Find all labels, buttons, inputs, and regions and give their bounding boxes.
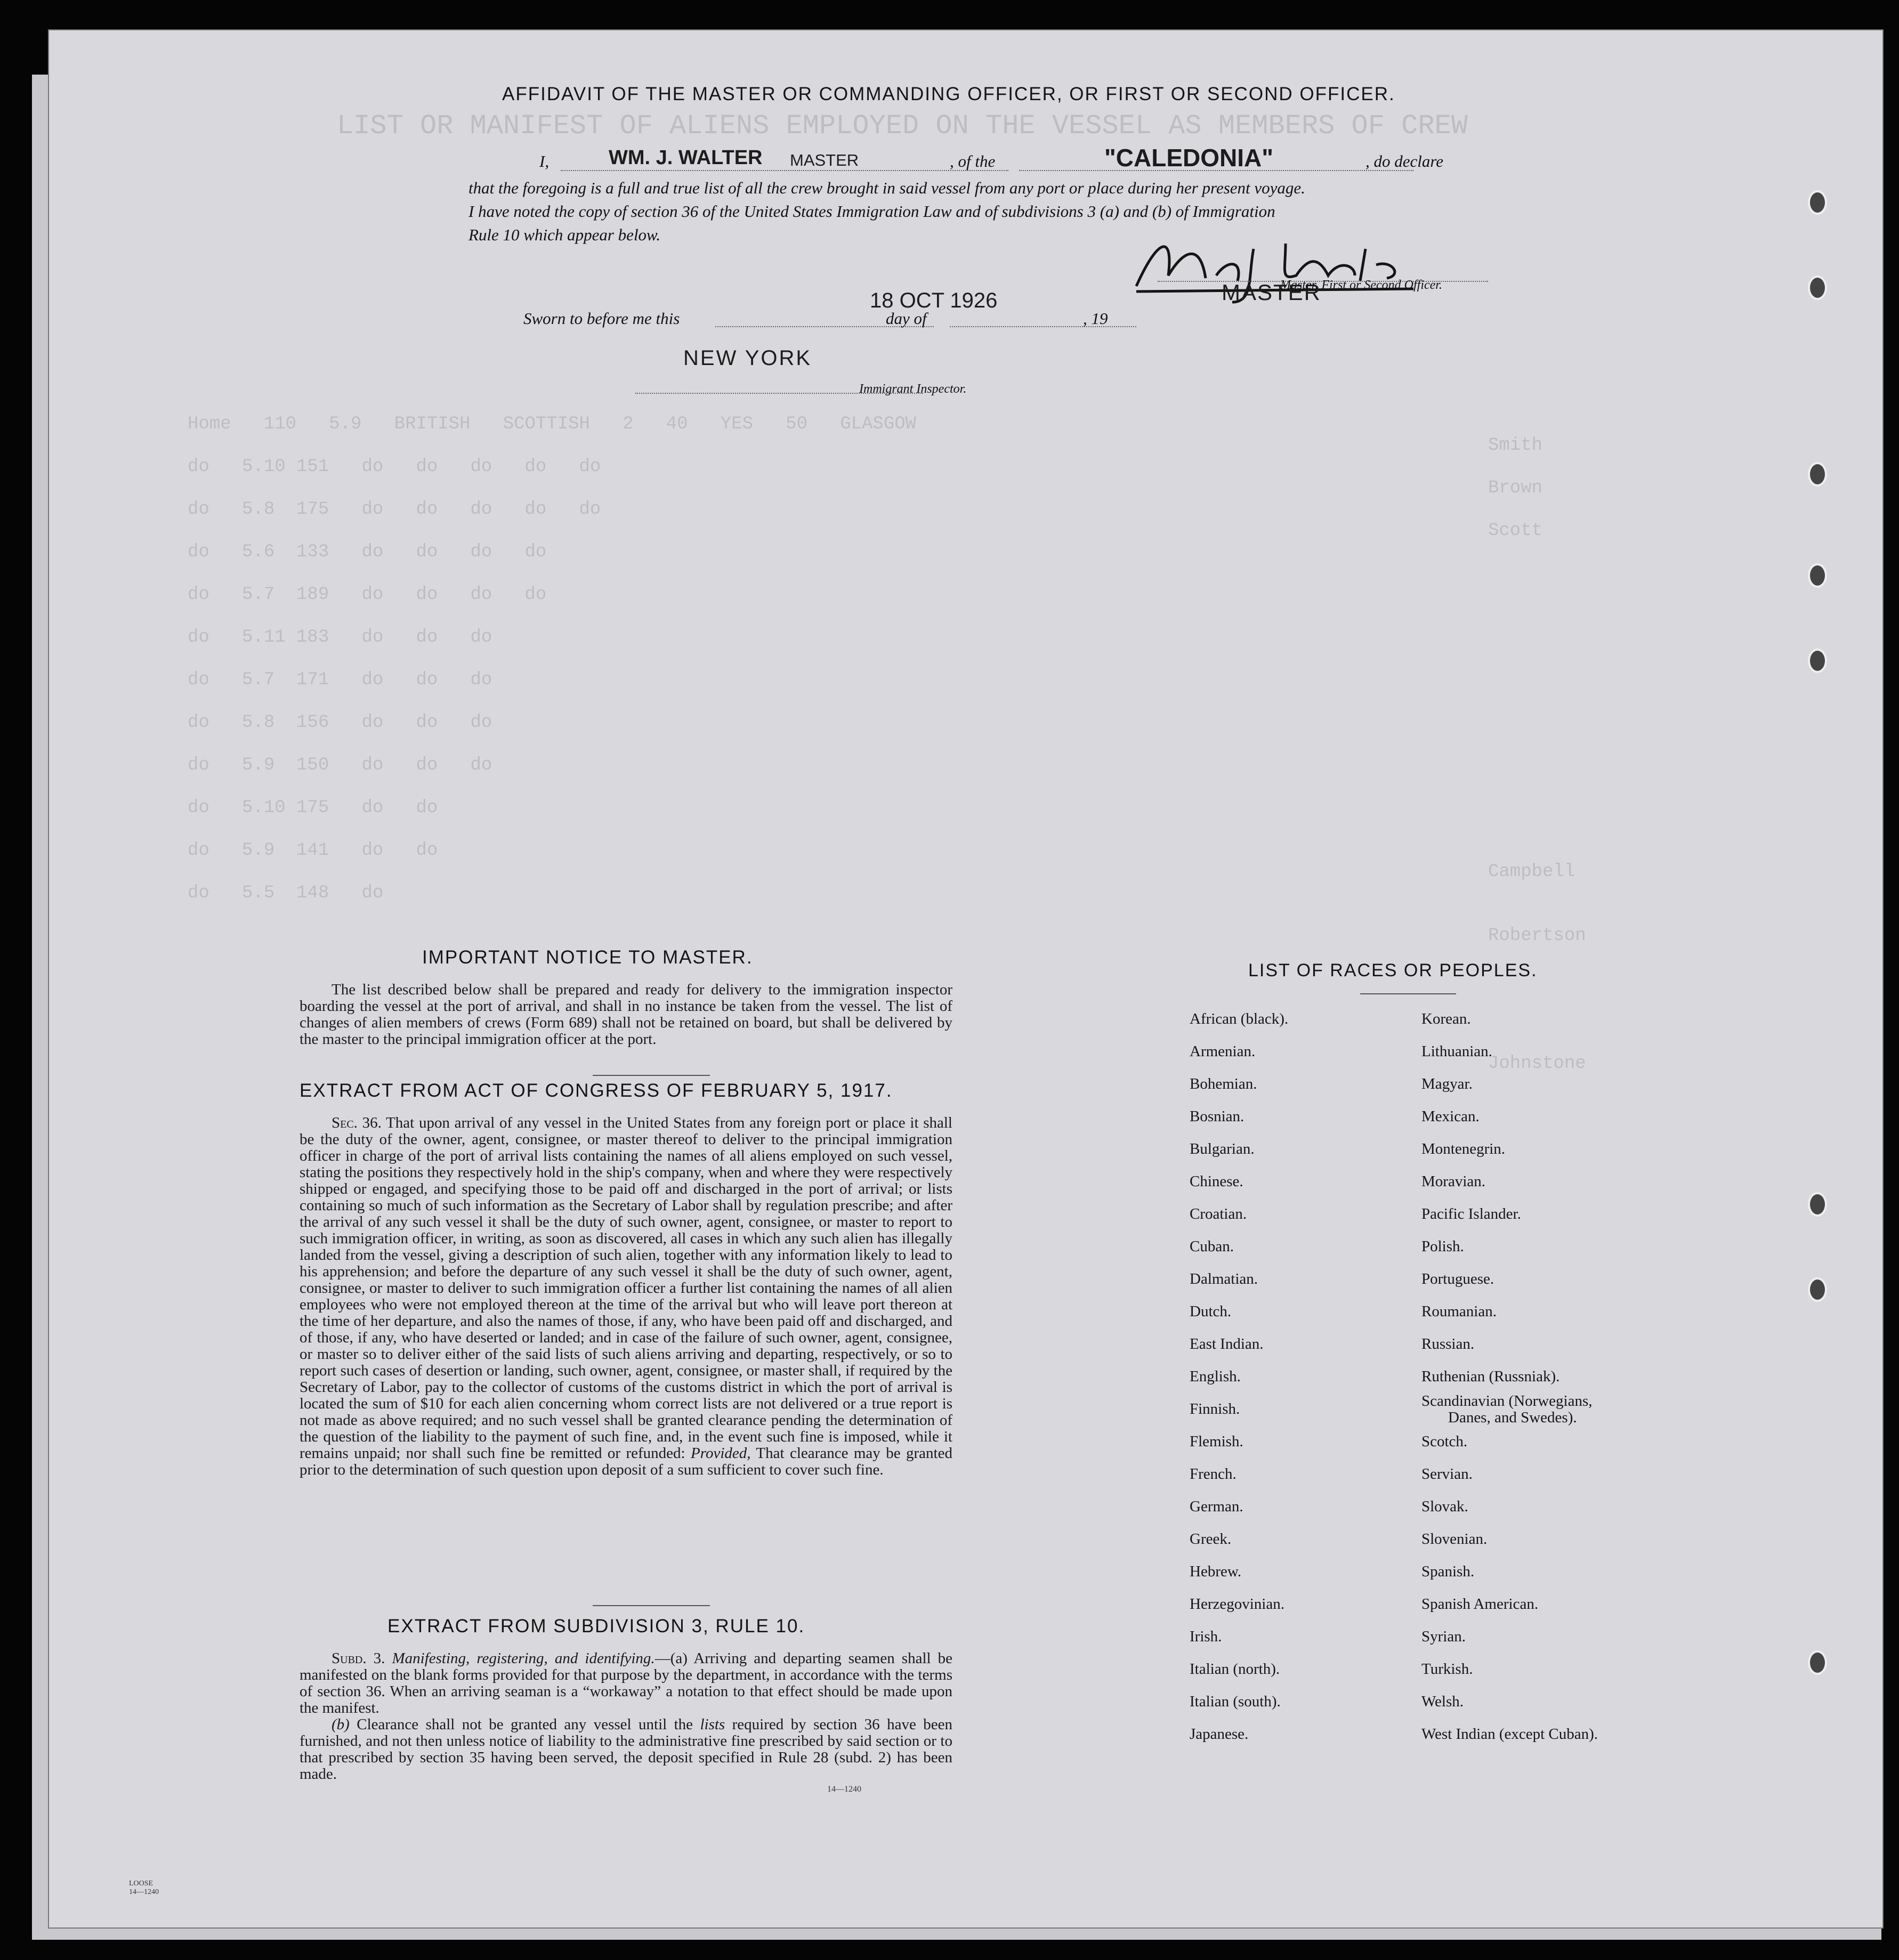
- race-item: Russian.: [1421, 1335, 1475, 1352]
- race-item: Armenian.: [1190, 1043, 1256, 1060]
- sworn-text: Sworn to before me this: [523, 309, 680, 328]
- race-item: French.: [1190, 1465, 1237, 1483]
- race-item: Lithuanian.: [1421, 1043, 1492, 1060]
- binder-hole: [1808, 462, 1827, 487]
- day-of-text: day of: [886, 309, 927, 328]
- race-item: Greek.: [1190, 1530, 1232, 1548]
- race-item: Dutch.: [1190, 1303, 1232, 1320]
- race-item: Hebrew.: [1190, 1563, 1242, 1580]
- notice-title: IMPORTANT NOTICE TO MASTER.: [422, 947, 753, 968]
- binder-hole: [1808, 563, 1827, 588]
- binder-hole: [1808, 190, 1827, 215]
- binder-hole: [1808, 1192, 1827, 1217]
- race-item: Cuban.: [1190, 1238, 1234, 1255]
- do-declare-text: , do declare: [1365, 152, 1444, 171]
- race-item: Bohemian.: [1190, 1075, 1257, 1092]
- corner-code: LOOSE 14—1240: [129, 1880, 159, 1896]
- races-right-column: [1421, 1003, 1598, 1751]
- race-item: Spanish American.: [1421, 1595, 1539, 1613]
- race-item: Dalmatian.: [1190, 1270, 1258, 1287]
- form-number: 14—1240: [827, 1785, 861, 1794]
- race-item: Mexican.: [1421, 1108, 1480, 1125]
- master-title-stamp: MASTER: [790, 151, 859, 169]
- races-left-column: [1190, 1003, 1288, 1751]
- race-item: Turkish.: [1421, 1661, 1473, 1678]
- race-item: Spanish.: [1421, 1563, 1475, 1580]
- race-item: Syrian.: [1421, 1628, 1466, 1645]
- race-item: Flemish.: [1190, 1433, 1243, 1450]
- binder-hole: [1808, 276, 1827, 300]
- affidavit-i: I,: [539, 152, 550, 171]
- affidavit-line-2: that the foregoing is a full and true list of all the crew brought in said vessel from any port or place during her present voyage.: [468, 179, 1305, 197]
- place-stamp: NEW YORK: [683, 346, 812, 370]
- race-item: West Indian (except Cuban).: [1421, 1726, 1598, 1743]
- affidavit-title: AFFIDAVIT OF THE MASTER OR COMMANDING OFFICER, OR FIRST OR SECOND OFFICER.: [502, 84, 1395, 104]
- binder-hole: [1808, 1277, 1827, 1302]
- race-item: Moravian.: [1421, 1173, 1485, 1190]
- race-item: Bosnian.: [1190, 1108, 1245, 1125]
- race-item: East Indian.: [1190, 1335, 1264, 1352]
- sworn-date-stamp: 18 OCT 1926: [870, 289, 998, 312]
- race-item: Polish.: [1421, 1238, 1464, 1255]
- race-item: Montenegrin.: [1421, 1140, 1506, 1157]
- race-item: Herzegovinian.: [1190, 1595, 1284, 1613]
- race-item: Japanese.: [1190, 1726, 1249, 1743]
- race-item: English.: [1190, 1368, 1241, 1385]
- race-item: Pacific Islander.: [1421, 1205, 1521, 1222]
- race-item: Ruthenian (Russniak).: [1421, 1368, 1560, 1385]
- affidavit-line-3: I have noted the copy of section 36 of the United States Immigration Law and of subdivisions 3 (a) and (b) of Immigration: [468, 202, 1275, 221]
- race-item: Finnish.: [1190, 1400, 1240, 1418]
- race-item: German.: [1190, 1498, 1243, 1515]
- race-item: African (black).: [1190, 1010, 1289, 1027]
- race-item: Irish.: [1190, 1628, 1222, 1645]
- signature-caption: Master, First or Second Officer.: [1280, 278, 1442, 292]
- race-item: Roumanian.: [1421, 1303, 1497, 1320]
- affidavit-line-4: Rule 10 which appear below.: [468, 225, 661, 244]
- races-title: LIST OF RACES OR PEOPLES.: [1248, 960, 1538, 981]
- race-item: Welsh.: [1421, 1693, 1464, 1710]
- inspector-caption: Immigrant Inspector.: [859, 382, 967, 396]
- race-item: Servian.: [1421, 1465, 1473, 1483]
- extract2-title: EXTRACT FROM SUBDIVISION 3, RULE 10.: [387, 1616, 805, 1637]
- race-item: Portuguese.: [1421, 1270, 1494, 1287]
- extract1-title: EXTRACT FROM ACT OF CONGRESS OF FEBRUARY 5, 1917.: [300, 1080, 893, 1101]
- race-item: Magyar.: [1421, 1075, 1473, 1092]
- race-item: Scotch.: [1421, 1433, 1468, 1450]
- race-item: Italian (south).: [1190, 1693, 1281, 1710]
- race-item: Chinese.: [1190, 1173, 1243, 1190]
- binder-hole: [1808, 649, 1827, 673]
- notice-text: The list described below shall be prepared and ready for delivery to the immigration inspector boarding the vessel at the port of arrival, and shall in no instance be taken from the vessel. The list of changes of alien members of crews (Form 689) shall not be retained on board, but shall be delivered by the master to the principal immigration officer at the port.: [300, 981, 952, 1048]
- race-item: Slovak.: [1421, 1498, 1468, 1515]
- race-item: Slovenian.: [1421, 1530, 1488, 1548]
- race-item: Italian (north).: [1190, 1661, 1280, 1678]
- master-name-stamp: WM. J. WALTER: [609, 147, 763, 169]
- rule10-text: Subd. 3. Manifesting, registering, and identifying.—(a) Arriving and departing seamen shall be manifested on the blank forms provided for that purpose by the department, in accordance with the terms of section 36. When an arriving seaman is a “workaway” a notation to that effect should be made upon the manifest. (b) Clearance shall not be granted any vessel until the lists required by section 36 have been furnished, and not then unless notice of liability to the administrative fine prescribed by said section or to that prescribed by section 35 having been served, the deposit specified in Rule 28 (subd. 2) has been made.: [300, 1650, 952, 1783]
- document-page: AFFIDAVIT OF THE MASTER OR COMMANDING OFFICER, OR FIRST OR SECOND OFFICER. I, WM. J. WALTER MASTER , of the "CALEDONIA" , do declare that the foregoing is a full and true list of all the crew brought in said vessel from any port or place during her present voyage. I have noted the copy of section 36 of the United States Immigration Law and of subdivisions 3 (a) and (b) of Immigration Rule 10 which appear below. MASTER Master, First or Second Officer. Sworn to before me this 18 OCT 1926 day of , 19 NEW YORK Immigrant Inspector. LIST OR MANIFEST OF ALIENS EMPLOYED ON THE VESSEL AS MEMBERS OF CREW Home 110 5.9 BRITISH SCOTTISH 2 40 YES 50 GLASGOW do 5.10 151 do do do do do do 5.8 175 do do do do do do 5.6 133 do do do do do 5.7 189 do do do do do 5.11 183 do do do do 5.7 171 do do do do 5.8 156 do do do do 5.9 150 do do do do 5.10 175 do do do 5.9 141 do do do 5.5 148 do Smith Brown Scott Campbell Robertson Johnstone IMPORTANT NOTICE TO MASTER. The list described below shall be prepared and ready for delivery to the immigration inspector boarding the vessel at the port of arrival, and shall in no instance be taken from the vessel. The list of changes of alien members of crews (Form 689) shall not be retained on board, but shall be delivered by the master to the principal immigration officer at the port. EXTRACT FROM ACT OF CONGRESS OF FEBRUARY 5, 1917. Sec. 36. That upon arrival of any vessel in the United States from any foreign port or place it shall be the duty of the owner, agent, consignee, or master thereof to deliver to the principal immigration officer in charge of the port of arrival lists containing the names of all aliens employed on such vessel, stating the positions they respectively hold in the ship's company, when and where they were respectively shipped or engaged, and specifying those to be paid off and discharged in the port of arrival; or lists containing so much of such information as the Secretary of Labor shall by regulation prescribe; and after the arrival of any such vessel it shall be the duty of such owner, agent, consignee, or master to report to such immigration officer, in writing, as soon as discovered, all cases in which any such alien has illegally landed from the vessel, giving a description of such alien, together with any information likely to lead to his apprehension; and before the departure of any such vessel it shall be the duty of such owner, agent, consignee, or master to deliver to such immigration officer a further list containing the names of all alien employees who were not employed thereon at the time of the arrival but who will leave port thereon at the time of her departure, and also the names of those, if any, who have been paid off and discharged, and of those, if any, who have deserted or landed; and in case of the failure of such owner, agent, consignee, or master so to deliver either of the said lists of such aliens arriving and departing, respectively, or so to report such cases of desertion or landing, such owner, agent, consignee, or master shall, if required by the Secretary of Labor, pay to the collector of customs of the customs district in which the port of arrival is located the sum of $10 for each alien concerning whom correct lists are not delivered or a true report is not made as above required; and no such vessel shall be granted clearance pending the determination of the question of the liability to the payment of such fine, and, in the event such fine is imposed, while it remains unpaid; nor shall such fine be remitted or refunded: Provided, That clearance may be granted prior to the determination of such question upon deposit of a sum sufficient to cover such fine. EXTRACT FROM SUBDIVISION 3, RULE 10. Subd. 3. Manifesting, registering, and identifying.—(a) Arriving and departing seamen shall be manifested on the blank forms provided for that purpose by the department, in accordance with the terms of section 36. When an arriving seaman is a “workaway” a notation to that effect should be made upon the manifest. (b) Clearance shall not be granted any vessel until the lists required by section 36 have been furnished, and not then unless notice of liability to the administrative fine prescribed by said section or to that prescribed by section 35 having been served, the deposit specified in Rule 28 (subd. 2) has been made. 14—1240 LIST OF RACES OR PEOPLES. African (black). Armenian. Bohemian. Bosnian. Bulgarian. Chinese. Croatian. Cuban. Dalmatian. Dutch. East Indian. English. Finnish. Flemish. French. German. Greek. Hebrew. Herzegovinian. Irish. Italian (north). Italian (south). Japanese. Korean. Lithuanian. Magyar. Mexican. Montenegrin. Moravian. Pacific Islander. Polish. Portuguese. Roumanian. Russian. Ruthenian (Russniak). Scandinavian (Norwegians, Danes, and Swedes). Scotch. Servian. Slovak. Slovenian. Spanish. Spanish American. Syrian. Turkish. Welsh. West Indian (except Cuban). LOOSE 14—1240: [48, 29, 1884, 1929]
- section36-text: Sec. 36. That upon arrival of any vessel in the United States from any foreign port or place it shall be the duty of the owner, agent, consignee, or master thereof to deliver to the principal immigration officer in charge of the port of arrival lists containing the names of all aliens employed on such vessel, stating the positions they respectively hold in the ship's company, when and where they were respectively shipped or engaged, and specifying those to be paid off and discharged in the port of arrival; or lists containing so much of such information as the Secretary of Labor shall by regulation prescribe; and after the arrival of any such vessel it shall be the duty of such owner, agent, consignee, or master to report to such immigration officer, in writing, as soon as discovered, all cases in which any such alien has illegally landed from the vessel, giving a description of such alien, together with any information likely to lead to his apprehension; and before the departure of any such vessel it shall be the duty of such owner, agent, consignee, or master to deliver to such immigration officer a further list containing the names of all alien employees who were not employed thereon at the time of the arrival but who will leave port thereon at the time of her departure, and also the names of those, if any, who have been paid off and discharged, and of those, if any, who have deserted or landed; and in case of the failure of such owner, agent, consignee, or master so to deliver either of the said lists of such aliens arriving and departing, respectively, or so to report such cases of desertion or landing, such owner, agent, consignee, or master shall, if required by the Secretary of Labor, pay to the collector of customs of the customs district in which the port of arrival is located the sum of $10 for each alien concerning whom correct lists are not delivered or a true report is not made as above required; and no such vessel shall be granted clearance pending the determination of the question of the liability to the payment of such fine, and, in the event such fine is imposed, while it remains unpaid; nor shall such fine be remitted or refunded: Provided, That clearance may be granted prior to the determination of such question upon deposit of a sum sufficient to cover such fine.: [300, 1114, 952, 1478]
- race-item: Bulgarian.: [1190, 1140, 1255, 1157]
- signature-master-stamp: MASTER: [1222, 280, 1322, 305]
- of-the-text: , of the: [950, 152, 996, 171]
- race-item: Croatian.: [1190, 1205, 1247, 1222]
- year-text: , 19: [1083, 309, 1108, 328]
- race-item: Korean.: [1421, 1010, 1471, 1027]
- race-item: Scandinavian (Norwegians, Danes, and Swedes).: [1421, 1392, 1593, 1426]
- vessel-name-stamp: "CALEDONIA": [1104, 144, 1274, 172]
- binder-hole: [1808, 1650, 1827, 1675]
